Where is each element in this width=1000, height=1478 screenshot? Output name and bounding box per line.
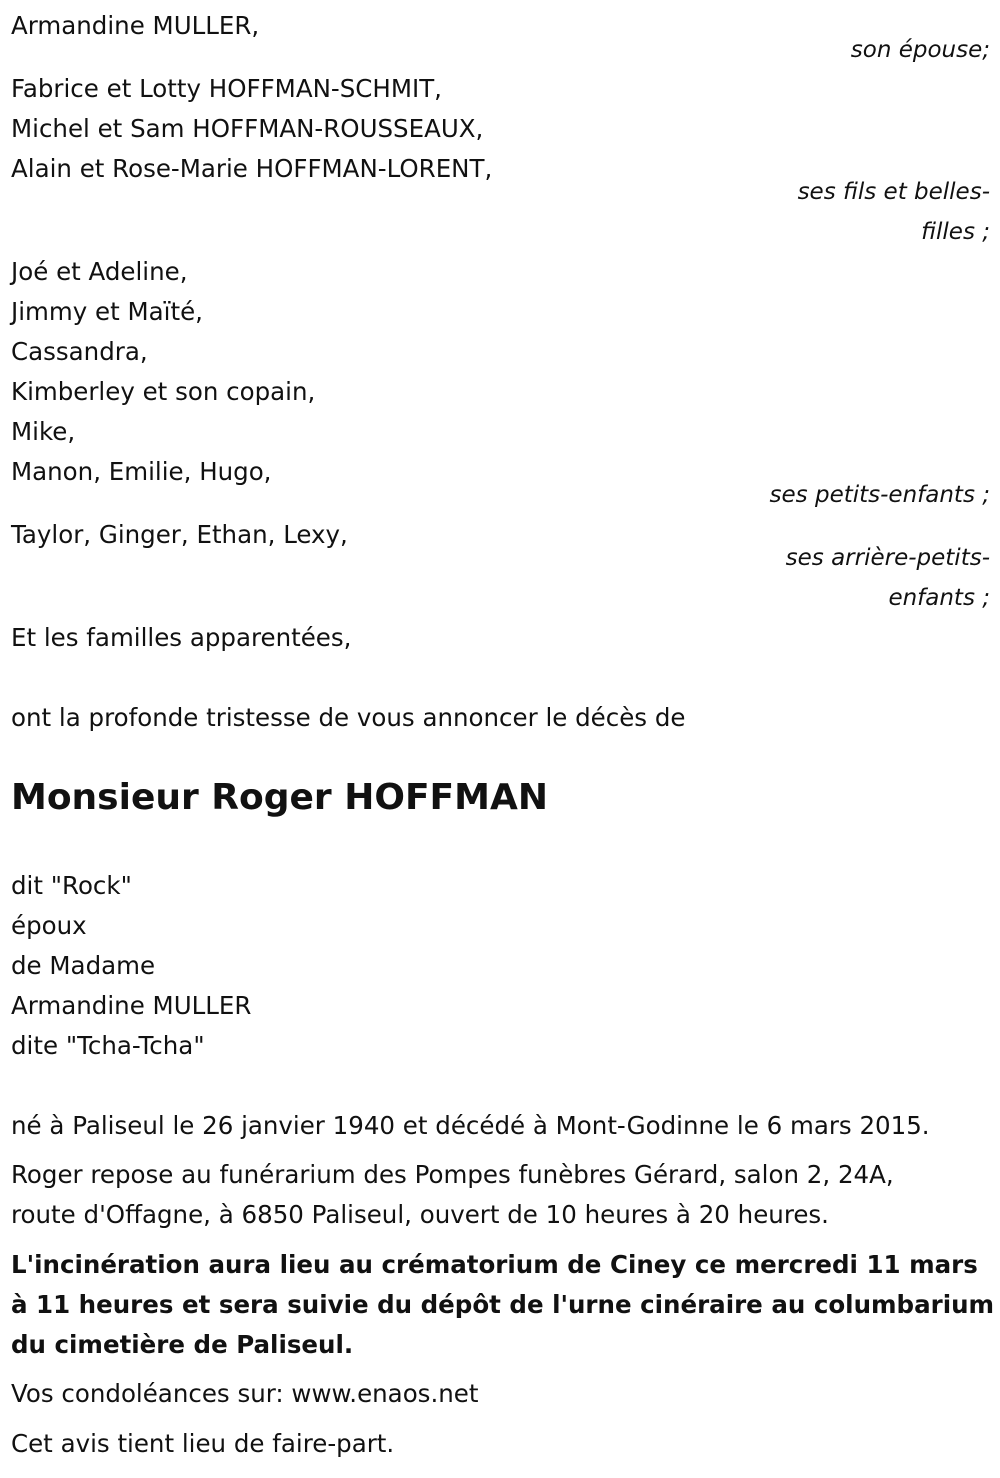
arriere-petit-enfant-names: Taylor, Ginger, Ethan, Lexy, bbox=[11, 520, 348, 549]
detail-de-madame: de Madame bbox=[11, 951, 156, 980]
fils-role-line2: filles ; bbox=[921, 219, 990, 245]
condoleances-link[interactable]: Vos condoléances sur: www.enaos.net bbox=[11, 1379, 479, 1408]
petit-enfant-5: Mike, bbox=[11, 417, 76, 446]
fils-name-2: Michel et Sam HOFFMAN-ROUSSEAUX, bbox=[11, 114, 484, 143]
naissance-deces: né à Paliseul le 26 janvier 1940 et décédé à Mont-Godinne le 6 mars 2015. bbox=[11, 1111, 930, 1140]
arriere-role-line1: ses arrière-petits- bbox=[785, 545, 990, 571]
petit-enfant-1: Joé et Adeline, bbox=[11, 257, 188, 286]
repos-line-2: route d'Offagne, à 6850 Paliseul, ouvert de 10 heures à 20 heures. bbox=[11, 1200, 829, 1229]
annonce-text: ont la profonde tristesse de vous annoncer le décès de bbox=[11, 703, 686, 732]
petit-enfant-4: Kimberley et son copain, bbox=[11, 377, 316, 406]
arriere-role-line2: enfants ; bbox=[888, 585, 990, 611]
detail-surnom: dit "Rock" bbox=[11, 871, 132, 900]
fils-role-line1: ses fils et belles- bbox=[797, 179, 990, 205]
incineration-line-2: à 11 heures et sera suivie du dépôt de l'urne cinéraire au columbarium bbox=[11, 1290, 995, 1319]
petits-enfants-role: ses petits-enfants ; bbox=[769, 482, 990, 508]
detail-epouse-name: Armandine MULLER bbox=[11, 991, 252, 1020]
detail-epoux: époux bbox=[11, 911, 87, 940]
detail-epouse-surnom: dite "Tcha-Tcha" bbox=[11, 1031, 205, 1060]
faire-part-note: Cet avis tient lieu de faire-part. bbox=[11, 1429, 395, 1458]
petit-enfant-2: Jimmy et Maïté, bbox=[11, 297, 203, 326]
epouse-name: Armandine MULLER, bbox=[11, 11, 260, 40]
defunt-name: Monsieur Roger HOFFMAN bbox=[11, 777, 548, 818]
epouse-role: son épouse; bbox=[850, 37, 990, 63]
fils-name-1: Fabrice et Lotty HOFFMAN-SCHMIT, bbox=[11, 74, 442, 103]
incineration-line-3: du cimetière de Paliseul. bbox=[11, 1330, 354, 1359]
fils-name-3: Alain et Rose-Marie HOFFMAN-LORENT, bbox=[11, 154, 493, 183]
petit-enfant-3: Cassandra, bbox=[11, 337, 148, 366]
familles-apparentees: Et les familles apparentées, bbox=[11, 623, 352, 652]
incineration-line-1: L'incinération aura lieu au crématorium de Ciney ce mercredi 11 mars bbox=[11, 1250, 978, 1279]
repos-line-1: Roger repose au funérarium des Pompes funèbres Gérard, salon 2, 24A, bbox=[11, 1160, 894, 1189]
petit-enfant-6: Manon, Emilie, Hugo, bbox=[11, 457, 272, 486]
